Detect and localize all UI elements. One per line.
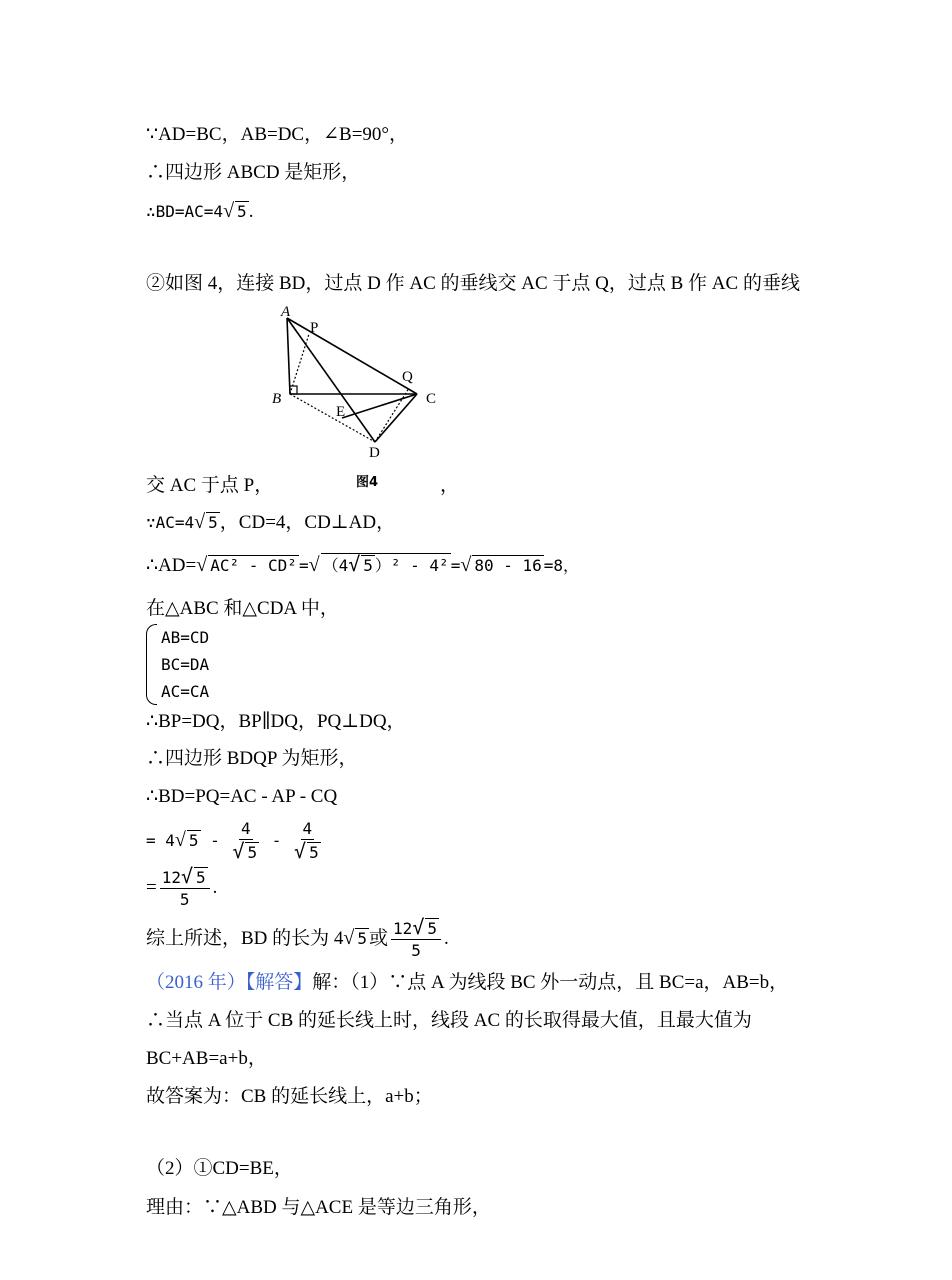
text-line: BC+AB=a+b，	[146, 1048, 267, 1069]
text-segment: ∴AD=	[146, 555, 197, 576]
label-d: D	[369, 445, 380, 461]
fraction	[232, 819, 259, 864]
radical-sign: √	[196, 554, 208, 576]
radicand: AC² - CD²	[210, 556, 297, 575]
radical-sign: √	[412, 915, 425, 940]
answer-tag: （2016 年）【解答】	[146, 972, 313, 993]
label-p: P	[310, 320, 319, 336]
figure-caption: 图4	[356, 475, 379, 490]
text-line	[146, 970, 788, 996]
denominator	[232, 840, 259, 864]
text-line: 故答案为：CB 的延长线上，a+b；	[146, 1086, 433, 1107]
text-segment: ，CD=4，CD⊥AD，	[219, 512, 396, 533]
dashed-bd	[290, 394, 375, 442]
equation-row: BC=DA	[161, 655, 210, 674]
text-line	[146, 916, 449, 962]
text-segment: 12	[393, 919, 413, 939]
text-line	[146, 866, 217, 911]
radical-sign: √	[232, 839, 245, 864]
radicand: 80 - 16	[474, 556, 542, 575]
text-segment: 综上所述，BD 的长为 4	[146, 928, 344, 949]
numerator: 4	[302, 819, 313, 839]
equation-row: AC=CA	[161, 682, 210, 701]
radical-sign: √	[460, 554, 472, 576]
radical-sign: √	[294, 839, 307, 864]
radical-sign: √	[343, 927, 355, 949]
segment-ab	[287, 318, 290, 394]
text-segment: 12	[161, 868, 181, 888]
numerator: 4	[240, 819, 251, 839]
denominator: 5	[411, 941, 421, 961]
text-line: 在△ABC 和△CDA 中，	[146, 598, 339, 619]
radical-sign: √	[348, 552, 361, 576]
text-segment: ∵AC=4	[146, 513, 195, 532]
text-line: （2）①CD=BE，	[146, 1158, 293, 1179]
radical-sign: √	[180, 864, 194, 889]
equation-system	[146, 624, 209, 705]
dashed-dq	[375, 388, 409, 442]
radical-sign: √	[308, 554, 320, 576]
text-line	[146, 818, 324, 864]
text-segment: =	[450, 556, 461, 575]
equation-row: AB=CD	[161, 628, 210, 647]
text-line: ∴当点 A 位于 CB 的延长线上时，线段 AC 的长取得最大值，且最大值为	[146, 1010, 752, 1031]
label-a: A	[281, 304, 291, 320]
text-line: ∴四边形 ABCD 是矩形，	[146, 162, 361, 183]
text-line: ∴BP=DQ，BP∥DQ，PQ⊥DQ，	[146, 711, 406, 732]
fraction	[391, 917, 441, 962]
radical-sign: √	[223, 200, 235, 222]
radicand: 5	[363, 556, 373, 575]
radical-sign: √	[194, 511, 206, 533]
text-segment: =	[298, 556, 309, 575]
text-line: 交 AC 于点 P，	[146, 475, 274, 496]
radicand: 5	[357, 929, 368, 948]
text-line: ，	[440, 475, 460, 496]
dashed-bp	[290, 334, 309, 394]
text-line	[146, 198, 253, 225]
denominator	[294, 840, 321, 864]
text-line: ∵AD=BC，AB=DC，∠B=90°，	[146, 124, 409, 145]
text-segment: =	[146, 877, 157, 898]
brace-icon	[146, 624, 157, 705]
text-segment: .	[248, 201, 254, 222]
text-line: 理由：∵△ABD 与△ACE 是等边三角形，	[146, 1197, 491, 1218]
text-segment: =8，	[543, 556, 580, 575]
numerator	[160, 866, 210, 889]
numerator	[391, 917, 441, 940]
text-segment: .	[212, 877, 218, 898]
label-b: B	[272, 391, 282, 407]
text-line: ②如图 4，连接 BD，过点 D 作 AC 的垂线交 AC 于点 Q，过点 B 作 AC 的垂线	[146, 273, 800, 294]
segment-ac	[287, 318, 417, 394]
text-line: ∴四边形 BDQP 为矩形，	[146, 748, 358, 769]
text-segment: -	[200, 831, 230, 850]
text-line: ∴BD=PQ=AC - AP - CQ	[146, 786, 338, 807]
denominator: 5	[179, 890, 190, 910]
segment-ad	[287, 318, 375, 442]
label-q: Q	[402, 369, 413, 385]
radicand: 5	[427, 919, 437, 939]
radicand: 5	[309, 843, 319, 863]
text-segment: ∴BD=AC=4	[146, 202, 224, 221]
radicand	[321, 553, 451, 576]
text-line	[146, 552, 579, 579]
text-line	[146, 509, 395, 536]
text-segment: .	[444, 928, 449, 949]
text-segment: -	[262, 831, 292, 850]
text-segment: 或	[369, 928, 389, 949]
label-e: E	[336, 404, 346, 420]
fraction	[294, 819, 321, 864]
text-segment: 解：（1）∵点 A 为线段 BC 外一动点，且 BC=a，AB=b，	[312, 972, 789, 993]
text-segment: （4	[322, 556, 349, 575]
geometry-figure	[262, 300, 462, 500]
radicand: 5	[208, 513, 218, 532]
radical-sign: √	[174, 829, 186, 851]
radicand: 5	[196, 868, 206, 888]
radicand: 5	[247, 843, 258, 863]
radicand: 5	[237, 202, 247, 221]
text-segment: ）² - 4²	[374, 556, 449, 575]
label-c: C	[426, 391, 437, 407]
text-segment: = 4	[146, 831, 175, 850]
radicand: 5	[188, 831, 199, 850]
fraction	[160, 866, 210, 911]
